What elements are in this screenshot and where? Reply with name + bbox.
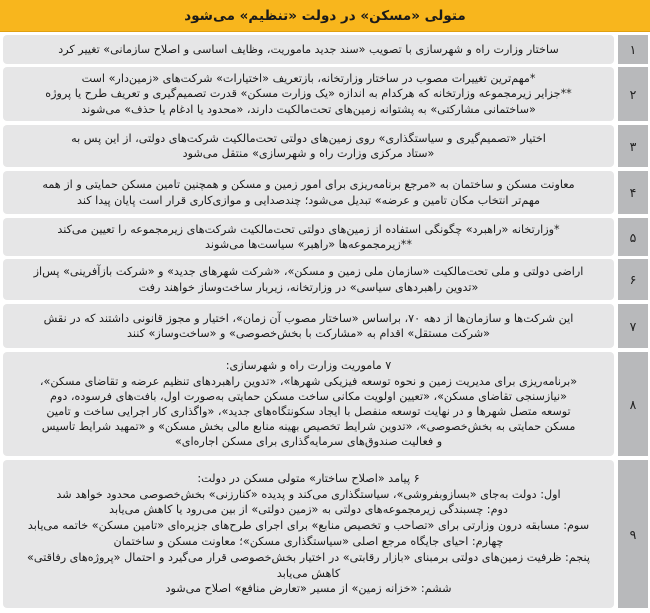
table-row bbox=[0, 35, 650, 64]
text-line: *وزارتخانه «راهبرد» چگونگی استفاده از زمین‌های دولتی تحت‌مالکیت شرکت‌های زیرمجموعه را تعیین می‌کند bbox=[57, 222, 560, 236]
table-row bbox=[0, 171, 650, 214]
text-line: سوم: مسابقه درون وزارتی برای «تصاحب و تخصیص منابع» برای اجرای طرح‌های جزیره‌ای «تامین مسکن» خاتمه می‌یابد bbox=[27, 519, 590, 533]
text-line: اختیار «تصمیم‌گیری و سیاستگذاری» روی زمین‌های دولتی تحت‌مالکیت شرکت‌های دولتی، از این پس به bbox=[71, 131, 546, 145]
text-line: «نیازسنجی تقاضای مسکن»، «تعیین اولویت مکانی ساخت مسکن حمایتی به‌صورت اول، بافت‌های فرسوده، دوم bbox=[50, 389, 567, 403]
row-text bbox=[3, 352, 614, 456]
row-text bbox=[3, 35, 614, 64]
row-number: ۴ bbox=[618, 171, 648, 214]
text-line: **جزایر زیرمجموعه وزارتخانه که هرکدام به اندازه «یک وزارت مسکن» قدرت تصمیم‌گیری و تعریف طرح یا پروژه bbox=[45, 87, 572, 101]
text-line: «ساختمانی مشارکتی» به پشتوانه زمین‌های تحت‌مالکیت دارند، «محدود یا ادغام یا حذف» می‌شوند bbox=[81, 102, 536, 116]
text-line: «ستاد مرکزی وزارت راه و شهرسازی» منتقل می‌شود bbox=[182, 147, 435, 160]
row-text bbox=[3, 125, 614, 167]
text-line: **زیرمجموعه‌ها «راهبر» سیاست‌ها می‌شوند bbox=[205, 238, 412, 251]
text-line: کاهش می‌یابد bbox=[276, 566, 341, 580]
text-line: «برنامه‌ریزی برای مدیریت زمین و نحوه توسعه فیزیکی شهرها»، «تدوین راهبردهای تنظیم عرضه و تقاضای مسکن»، bbox=[39, 374, 578, 388]
text-line: ۷ ماموریت وزارت راه و شهرسازی: bbox=[225, 359, 392, 373]
table-row bbox=[0, 259, 650, 300]
text-line: و فعالیت صندوق‌های سرمایه‌گذاری برای مسکن اجاره‌ای» bbox=[174, 435, 443, 449]
text-line: مهم‌تر انتخاب مکان تامین و عرضه» تبدیل می‌شود؛ چندصدایی و موازی‌کاری قرار است پایان پیدا کند bbox=[77, 193, 540, 207]
text-line: «تدوین راهبردهای سیاسی» در وزارتخانه، زیربار ساخت‌وساز خواهند رفت bbox=[138, 280, 479, 294]
row-number: ۲ bbox=[618, 67, 648, 121]
table-row bbox=[0, 460, 650, 608]
text-line: پنجم: ظرفیت زمین‌های دولتی برمبنای «بازار رقابتی» در اختیار بخش‌خصوصی قرار می‌گیرد و احتمال «پروژه‌های رفاقتی» bbox=[27, 550, 590, 564]
row-text bbox=[3, 460, 614, 608]
row-text bbox=[3, 171, 614, 214]
row-number: ۵ bbox=[618, 218, 648, 256]
table-row bbox=[0, 67, 650, 121]
table-row bbox=[0, 218, 650, 256]
text-line: ساختار وزارت راه و شهرسازی با تصویب «سند جدید ماموریت، وظایف اساسی و اصلاح سازمانی» تغییر کرد bbox=[58, 42, 559, 56]
text-line: چهارم: احیای جایگاه مرجع اصلی «سیاستگذاری مسکن»؛ معاونت مسکن و ساختمان bbox=[113, 535, 504, 548]
text-line: *مهم‌ترین تغییرات مصوب در ساختار وزارتخانه، بازتعریف «اختیارات» شرکت‌های «زمین‌دار» است bbox=[81, 72, 536, 86]
text-line: دوم: چسبندگی زیرمجموعه‌های دولتی به «زمین دولتی» از بین می‌رود یا کاهش می‌یابد bbox=[109, 503, 508, 517]
row-number: ۳ bbox=[618, 125, 648, 167]
text-line: اول: دولت به‌جای «بسازوبفروشی»، سیاستگذاری می‌کند و پدیده «کنارزنی» بخش‌خصوصی محدود خواهد شد bbox=[56, 487, 561, 501]
text-line: توسعه متصل شهرها و در نهایت توسعه منفصل با ایجاد سکونتگاه‌های جدید»، «واگذاری کار اجرایی ساخت و تامین bbox=[46, 405, 571, 418]
text-line: اراضی دولتی و ملی تحت‌مالکیت «سازمان ملی زمین و مسکن»، «شرکت شهرهای جدید» و «شرکت بازآفرینی» پس‌از bbox=[33, 265, 584, 279]
row-text bbox=[3, 304, 614, 348]
row-text bbox=[3, 218, 614, 256]
text-line: مسکن حمایتی به بخش‌خصوصی»، «تدوین شرایط تخصیص بهینه منابع مالی بخش مسکن» و «تمهید شرایط تاسیس bbox=[41, 420, 576, 434]
row-number: ۹ bbox=[618, 460, 648, 608]
row-number: ۶ bbox=[618, 259, 648, 300]
table-row bbox=[0, 125, 650, 167]
text-line: ۶ پیامد «اصلاح ساختار» متولی مسکن در دولت: bbox=[197, 471, 420, 485]
row-text bbox=[3, 259, 614, 300]
row-number: ۸ bbox=[618, 352, 648, 456]
row-number: ۷ bbox=[618, 304, 648, 348]
text-line: «شرکت مستقل» اقدام به «مشارکت با بخش‌خصوصی» و «ساخت‌وساز» کنند bbox=[127, 327, 490, 340]
text-line: معاونت مسکن و ساختمان به «مرجع برنامه‌ریزی برای امور زمین و مسکن و همچنین تامین مسکن حمایتی و از همه bbox=[42, 178, 575, 192]
table-title: متولی «مسکن» در دولت «تنظیم» می‌شود bbox=[0, 0, 650, 32]
text-line: این شرکت‌ها و سازمان‌ها از دهه ۷۰، براساس «ساختار مصوب آن زمان»، اختیار و مجوز قانونی داشتند که در نقش bbox=[43, 311, 574, 325]
text-line: ششم: «خزانه زمین» از مسیر «تعارض منافع» اصلاح می‌شود bbox=[165, 582, 452, 596]
row-text bbox=[3, 67, 614, 121]
table-row bbox=[0, 352, 650, 456]
row-number: ۱ bbox=[618, 35, 648, 64]
table-row bbox=[0, 304, 650, 348]
